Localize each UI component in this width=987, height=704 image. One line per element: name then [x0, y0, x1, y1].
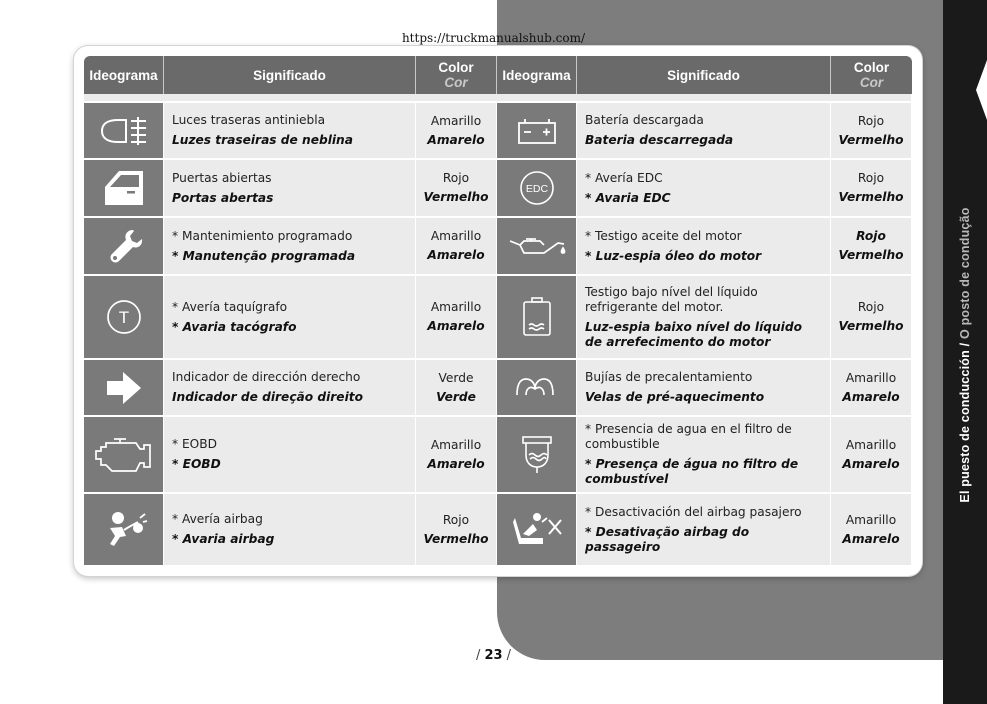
color-es: Rojo [442, 512, 470, 527]
meaning-es: Luces traseras antiniebla [172, 113, 326, 127]
header-color-es: Color [438, 60, 474, 75]
meaning-pt: * Luz-espia óleo do motor [585, 248, 762, 263]
color-pt: Vermelho [838, 132, 904, 147]
header-meaning-left: Significado [164, 56, 416, 94]
color-es: Rojo [856, 229, 886, 243]
ideogram-cell [497, 160, 577, 218]
meaning-cell [577, 417, 831, 494]
section-side-label [958, 207, 972, 502]
header-color-pt: Cor [859, 75, 884, 90]
color-pt: Vermelho [838, 190, 904, 204]
color-pt: Amarelo [842, 531, 900, 546]
meaning-cell [577, 160, 831, 218]
header-color-es: Color [853, 60, 890, 75]
color-es: Verde [438, 370, 474, 385]
ideogram-cell [84, 417, 164, 494]
meaning-cell [164, 276, 416, 360]
color-pt: Amarelo [842, 389, 900, 404]
header-ideogram-left: Ideograma [84, 56, 164, 94]
color-es: Rojo [857, 113, 885, 128]
passenger-airbag-off-icon [509, 508, 565, 552]
header-color-pt: Cor [444, 75, 468, 90]
color-cell [416, 103, 497, 160]
color-es: Rojo [857, 171, 885, 185]
meaning-cell [164, 417, 416, 494]
meaning-cell [164, 103, 416, 160]
ideogram-cell [497, 276, 577, 360]
color-es: Amarillo [430, 229, 482, 243]
page-number [0, 648, 987, 663]
meaning-es: * Presencia de agua en el filtro de combustible [585, 422, 792, 451]
edc-icon-text: EDC [525, 183, 548, 195]
meaning-pt: Luz-espia baixo nível do líquido de arrefecimento do motor [585, 319, 802, 349]
color-es: Amarillo [430, 113, 482, 128]
table-row [84, 276, 912, 360]
meaning-pt: * Avaria tacógrafo [172, 319, 297, 334]
meaning-es: * EOBD [172, 437, 218, 451]
meaning-cell [577, 218, 831, 276]
color-cell [416, 494, 497, 567]
meaning-pt: * Manutenção programada [172, 248, 356, 263]
color-cell [416, 276, 497, 360]
color-cell [831, 276, 912, 360]
tachograph-icon-text: T [118, 308, 129, 327]
table-row [84, 417, 912, 494]
ideogram-cell [84, 494, 164, 567]
color-es: Amarillo [430, 437, 482, 452]
meaning-cell [164, 218, 416, 276]
meaning-es: Puertas abiertas [172, 170, 272, 185]
color-pt: Vermelho [423, 531, 489, 546]
color-cell [831, 494, 912, 567]
color-es: Amarillo [430, 300, 482, 314]
meaning-es: * Testigo aceite del motor [585, 228, 742, 243]
ideogram-cell [497, 494, 577, 567]
table-row [84, 160, 912, 218]
color-cell [831, 160, 912, 218]
side-label-pt: O posto de condução [958, 207, 972, 340]
ideogram-cell [84, 276, 164, 360]
ideogram-cell [497, 103, 577, 160]
page-number-suffix: / [502, 648, 512, 663]
meaning-pt: Portas abertas [172, 190, 274, 205]
coolant-level-icon [519, 295, 555, 339]
color-pt: Amarelo [427, 132, 485, 147]
meaning-es: * Avería EDC [585, 170, 663, 185]
color-pt: Vermelho [838, 319, 904, 333]
edc-icon [517, 168, 557, 208]
ideogram-cell [84, 160, 164, 218]
meaning-es: * Avería airbag [172, 512, 263, 526]
meaning-pt: * Avaria EDC [585, 190, 671, 205]
color-cell [831, 103, 912, 160]
airbag-icon [100, 508, 148, 552]
warning-lights-table [84, 56, 912, 567]
header-meaning-right: Significado [577, 56, 831, 94]
meaning-pt: Luzes traseiras de neblina [172, 133, 353, 147]
meaning-es: * Avería taquígrafo [172, 299, 288, 314]
color-cell [831, 360, 912, 417]
meaning-cell [577, 276, 831, 360]
oil-can-icon [506, 229, 568, 263]
ideogram-cell [497, 218, 577, 276]
meaning-es: Testigo bajo nível del líquido refrigerante del motor. [585, 284, 758, 314]
color-pt: Vermelho [838, 248, 904, 262]
ideogram-cell [497, 417, 577, 494]
spacer-cell [84, 94, 912, 103]
table-row [84, 218, 912, 276]
table-row [84, 360, 912, 417]
meaning-pt: * EOBD [172, 457, 221, 471]
warning-lights-card [74, 46, 922, 576]
page-number-prefix: / [475, 648, 485, 663]
color-es: Rojo [442, 171, 470, 185]
meaning-cell [164, 360, 416, 417]
side-label-separator: / [958, 339, 972, 351]
meaning-es: * Desactivación del airbag pasajero [585, 504, 802, 519]
glow-plug-icon [512, 373, 562, 403]
door-open-icon [99, 167, 149, 209]
meaning-cell [164, 494, 416, 567]
rear-fog-light-icon [94, 112, 154, 150]
table-row [84, 494, 912, 567]
ideogram-cell [84, 103, 164, 160]
meaning-pt: * Presença de água no filtro de combustível [585, 457, 799, 486]
meaning-pt: Velas de pré-aquecimento [585, 390, 765, 404]
right-turn-arrow-icon [103, 369, 145, 407]
header-spacer [84, 94, 912, 103]
table-row [84, 103, 912, 160]
meaning-es: * Mantenimiento programado [172, 228, 353, 243]
water-in-fuel-icon [517, 433, 557, 477]
engine-check-icon [92, 433, 156, 477]
meaning-cell [164, 160, 416, 218]
battery-icon [514, 114, 560, 148]
meaning-pt: Bateria descarregada [585, 133, 734, 147]
color-cell [416, 218, 497, 276]
meaning-es: Bujías de precalentamiento [585, 370, 753, 384]
color-pt: Verde [436, 389, 476, 404]
table-header-row [84, 56, 912, 94]
meaning-pt: Indicador de direção direito [172, 390, 363, 404]
header-url: https://truckmanualshub.com/ [401, 31, 586, 45]
meaning-pt: * Desativação airbag do passageiro [585, 524, 750, 554]
color-pt: Amarelo [842, 456, 900, 471]
ideogram-cell [84, 360, 164, 417]
meaning-cell [577, 360, 831, 417]
meaning-es: Batería descargada [585, 113, 704, 127]
header-color-right [831, 56, 912, 94]
color-cell [831, 417, 912, 494]
meaning-pt: * Avaria airbag [172, 532, 275, 546]
tachograph-icon [103, 296, 145, 338]
header-color-left [416, 56, 497, 94]
header-ideogram-right: Ideograma [497, 56, 577, 94]
color-pt: Amarelo [427, 456, 485, 471]
side-label-es: El puesto de conducción [958, 350, 972, 503]
color-cell [416, 417, 497, 494]
ideogram-cell [84, 218, 164, 276]
color-es: Rojo [857, 300, 885, 314]
color-pt: Amarelo [427, 248, 485, 262]
color-cell [416, 160, 497, 218]
page-number-value: 23 [484, 648, 503, 663]
color-cell [416, 360, 497, 417]
ideogram-cell [497, 360, 577, 417]
side-tab-notch [976, 60, 987, 120]
meaning-cell [577, 103, 831, 160]
color-pt: Amarelo [427, 319, 485, 333]
wrench-icon [103, 225, 145, 267]
color-es: Amarillo [845, 437, 897, 452]
color-cell [831, 218, 912, 276]
color-pt: Vermelho [423, 190, 489, 204]
meaning-cell [577, 494, 831, 567]
meaning-es: Indicador de dirección derecho [172, 370, 361, 384]
color-es: Amarillo [845, 370, 897, 385]
color-es: Amarillo [845, 512, 897, 527]
